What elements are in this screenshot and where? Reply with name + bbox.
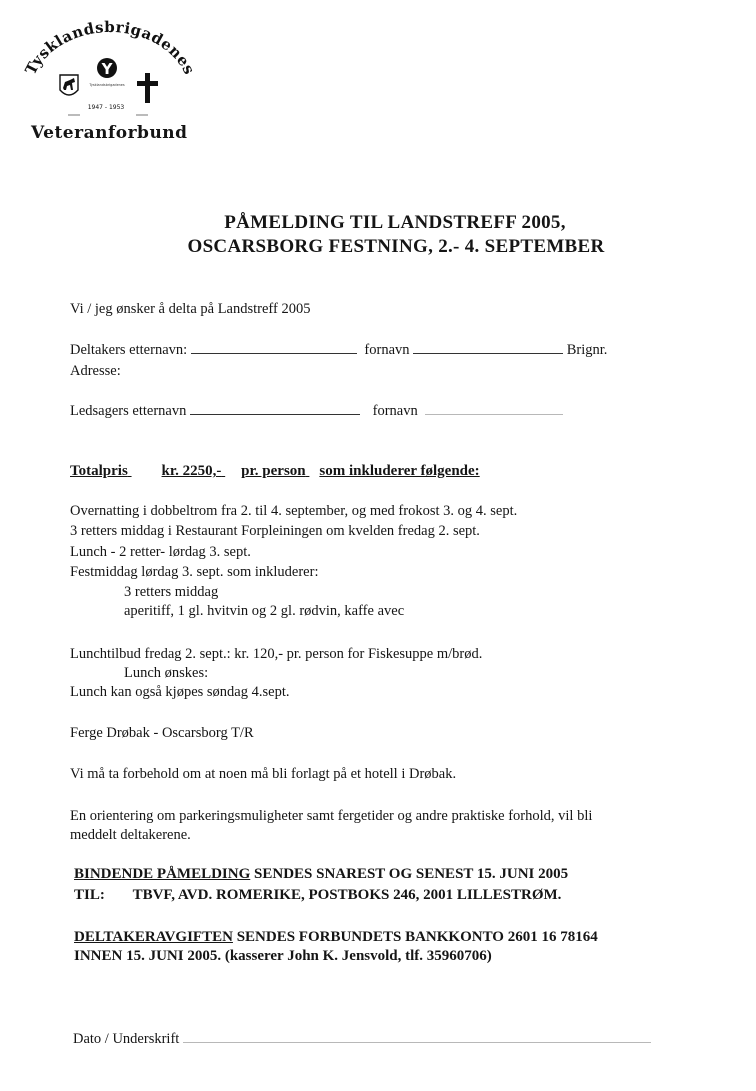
lunch-wanted: Lunch ønskes: <box>124 665 209 681</box>
festmiddag-item: 3 retters middag <box>124 584 219 600</box>
binding-label: BINDENDE PÅMELDING <box>74 866 251 882</box>
participant-lastname-field[interactable] <box>191 352 357 354</box>
intro-text: Vi / jeg ønsker å delta på Landstreff 2005 <box>70 301 311 317</box>
binding-deadline: SENDES SNAREST OG SENEST 15. JUNI 2005 <box>250 866 569 882</box>
include-item: Festmiddag lørdag 3. sept. som inkluderer: <box>70 564 319 580</box>
fee-deadline: INNEN 15. JUNI 2005. (kasserer John K. Jensvold, tlf. 35960706) <box>74 948 492 964</box>
total-price-amount: kr. 2250,- <box>161 463 222 479</box>
signature-row <box>73 1031 651 1048</box>
companion-firstname-field[interactable] <box>425 413 563 415</box>
participant-row <box>70 342 607 359</box>
binding-address: TBVF, AVD. ROMERIKE, POSTBOKS 246, 2001 LILLESTRØM. <box>132 887 562 903</box>
brigade-number-label: Brignr. <box>566 342 608 358</box>
address-label: Adresse: <box>70 363 121 379</box>
signature-field[interactable] <box>183 1041 651 1043</box>
page-title-line1: PÅMELDING TIL LANDSTREFF 2005, <box>224 212 566 233</box>
total-price-per: pr. person <box>241 463 306 479</box>
binding-address-row <box>74 887 561 904</box>
fee-label: DELTAKERAVGIFTEN <box>74 929 233 945</box>
total-price-includes: som inkluderer følgende: <box>319 463 480 479</box>
svg-text:Tysklandsbrigadenes: Tysklandsbrigadenes <box>89 83 125 87</box>
lunch-offer: Lunchtilbud fredag 2. sept.: kr. 120,- pr. person for Fiskesuppe m/brød. <box>70 646 483 662</box>
organization-logo <box>18 18 200 118</box>
logo-emblem <box>18 18 200 118</box>
page-title-line2: OSCARSBORG FESTNING, 2.- 4. SEPTEMBER <box>187 236 605 257</box>
signature-label: Dato / Underskrift <box>73 1031 180 1047</box>
include-item: 3 retters middag i Restaurant Forpleiningen om kvelden fredag 2. sept. <box>70 523 480 539</box>
fee-account: SENDES FORBUNDETS BANKKONTO 2601 16 78164 <box>232 929 598 945</box>
total-price-label: Totalpris <box>70 463 128 479</box>
svg-text:1947 - 1953: 1947 - 1953 <box>87 104 125 111</box>
fee-row <box>74 929 598 946</box>
organization-name: Veteranforbund <box>31 123 188 143</box>
companion-row <box>70 403 563 420</box>
binding-registration <box>74 866 568 883</box>
total-price-row <box>70 463 480 480</box>
festmiddag-item: aperitiff, 1 gl. hvitvin og 2 gl. rødvin, kaffe avec <box>124 603 405 619</box>
orientation-line2: meddelt deltakerene. <box>70 827 191 843</box>
companion-firstname-label: fornavn <box>372 403 418 419</box>
include-item: Overnatting i dobbeltrom fra 2. til 4. september, og med frokost 3. og 4. sept. <box>70 503 518 519</box>
participant-firstname-field[interactable] <box>413 352 563 354</box>
companion-lastname-field[interactable] <box>190 413 360 415</box>
participant-lastname-label: Deltakers etternavn: <box>70 342 188 358</box>
ferry-text: Ferge Drøbak - Oscarsborg T/R <box>70 725 254 741</box>
participant-firstname-label: fornavn <box>364 342 410 358</box>
svg-text:Tysklandsbrigadenes: Tysklandsbrigadenes <box>21 18 199 78</box>
companion-lastname-label: Ledsagers etternavn <box>70 403 187 419</box>
reservation-text: Vi må ta forbehold om at noen må bli forlagt på et hotell i Drøbak. <box>70 766 457 782</box>
binding-to-label: TIL: <box>74 887 105 903</box>
orientation-line1: En orientering om parkeringsmuligheter samt fergetider og andre praktiske forhold, vil bli <box>70 808 593 824</box>
lunch-sunday: Lunch kan også kjøpes søndag 4.sept. <box>70 684 290 700</box>
svg-text:Y: Y <box>101 60 113 78</box>
include-item: Lunch - 2 retter- lørdag 3. sept. <box>70 544 251 560</box>
